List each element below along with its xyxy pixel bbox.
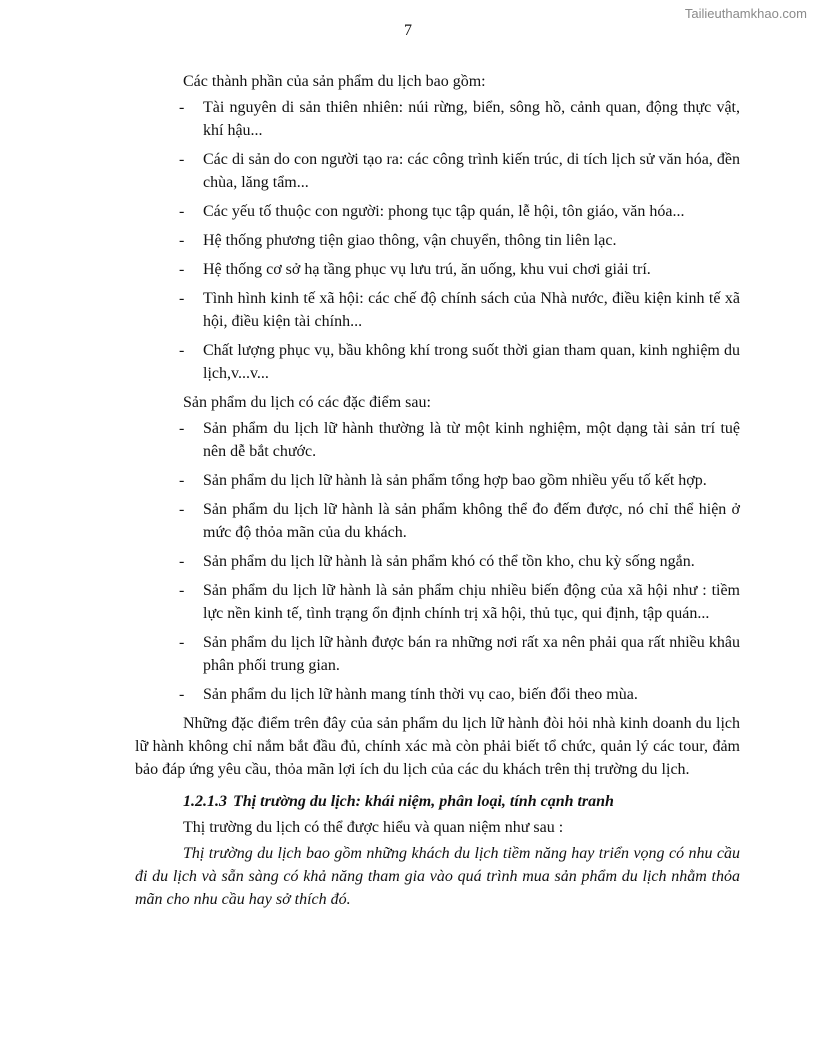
list-item: - Hệ thống cơ sở hạ tầng phục vụ lưu trú, ăn uống, khu vui chơi giải trí.	[135, 258, 740, 281]
bullet-dash: -	[179, 501, 185, 518]
market-intro: Thị trường du lịch có thể được hiểu và quan niệm như sau :	[183, 819, 564, 836]
characteristics-list	[135, 417, 740, 706]
bullet-dash: -	[179, 261, 185, 278]
list-item: - Các di sản do con người tạo ra: các công trình kiến trúc, di tích lịch sử văn hóa, đền chùa, lăng tẩm...	[135, 148, 740, 194]
bullet-dash: -	[179, 232, 185, 249]
list-item: - Tài nguyên di sản thiên nhiên: núi rừng, biển, sông hồ, cảnh quan, động thực vật, khí hậu...	[135, 96, 740, 142]
market-definition: Thị trường du lịch bao gồm những khách du lịch tiềm năng hay triển vọng có nhu cầu đi du lịch và sẵn sàng có khả năng tham gia vào quá trình mua sản phẩm du lịch nhằm thỏa mãn cho nhu cầu hay sở thích đó.	[135, 845, 740, 908]
bullet-dash: -	[179, 99, 185, 116]
list-item: - Hệ thống phương tiện giao thông, vận chuyển, thông tin liên lạc.	[135, 229, 740, 252]
list-item: - Các yếu tố thuộc con người: phong tục tập quán, lễ hội, tôn giáo, văn hóa...	[135, 200, 740, 223]
bullet-dash: -	[179, 553, 185, 570]
section-number: 1.2.1.3	[183, 793, 227, 810]
section-heading	[135, 790, 740, 813]
list-item: - Sản phẩm du lịch lữ hành là sản phẩm khó có thể tồn kho, chu kỳ sống ngắn.	[135, 550, 740, 573]
list-item: - Sản phẩm du lịch lữ hành là sản phẩm tổng hợp bao gồm nhiều yếu tố kết hợp.	[135, 469, 740, 492]
bullet-dash: -	[179, 203, 185, 220]
components-list	[135, 96, 740, 385]
list-item: - Sản phẩm du lịch lữ hành được bán ra những nơi rất xa nên phải qua rất nhiều khâu phân phối trung gian.	[135, 631, 740, 677]
list-item: - Sản phẩm du lịch lữ hành mang tính thời vụ cao, biến đổi theo mùa.	[135, 683, 740, 706]
list-item: - Sản phẩm du lịch lữ hành thường là từ một kinh nghiệm, một dạng tài sản trí tuệ nên dễ bắt chước.	[135, 417, 740, 463]
page-number: 7	[404, 22, 412, 39]
bullet-dash: -	[179, 686, 185, 703]
bullet-dash: -	[179, 342, 185, 359]
bullet-dash: -	[179, 290, 185, 307]
bullet-dash: -	[179, 582, 185, 599]
list-item: - Tình hình kinh tế xã hội: các chế độ chính sách của Nhà nước, điều kiện kinh tế xã hội, điều kiện tài chính...	[135, 287, 740, 333]
watermark: Tailieuthamkhao.com	[684, 6, 807, 21]
list-item: - Chất lượng phục vụ, bầu không khí trong suốt thời gian tham quan, kinh nghiệm du lịch,v...v...	[135, 339, 740, 385]
characteristics-intro: Sản phẩm du lịch có các đặc điểm sau:	[183, 394, 431, 411]
bullet-dash: -	[179, 420, 185, 437]
bullet-dash: -	[179, 472, 185, 489]
section-title: Thị trường du lịch: khái niệm, phân loại, tính cạnh tranh	[233, 793, 614, 810]
conclusion-paragraph: Những đặc điểm trên đây của sản phẩm du lịch lữ hành đòi hỏi nhà kinh doanh du lịch lữ hành không chỉ nắm bắt đầu đủ, chính xác mà còn phải biết tổ chức, quản lý các tour, đảm bảo đáp ứng yêu cầu, thỏa mãn lợi ích du lịch của các du khách trên thị trường du lịch.	[135, 715, 740, 778]
document-body	[135, 70, 740, 911]
list-item: - Sản phẩm du lịch lữ hành là sản phẩm không thể đo đếm được, nó chỉ thể hiện ở mức độ thỏa mãn của du khách.	[135, 498, 740, 544]
list-item: - Sản phẩm du lịch lữ hành là sản phẩm chịu nhiều biến động của xã hội như : tiềm lực nền kinh tế, tình trạng ổn định chính trị xã hội, thủ tục, qui định, tập quán...	[135, 579, 740, 625]
bullet-dash: -	[179, 151, 185, 168]
components-intro: Các thành phần của sản phẩm du lịch bao gồm:	[183, 73, 486, 90]
bullet-dash: -	[179, 634, 185, 651]
